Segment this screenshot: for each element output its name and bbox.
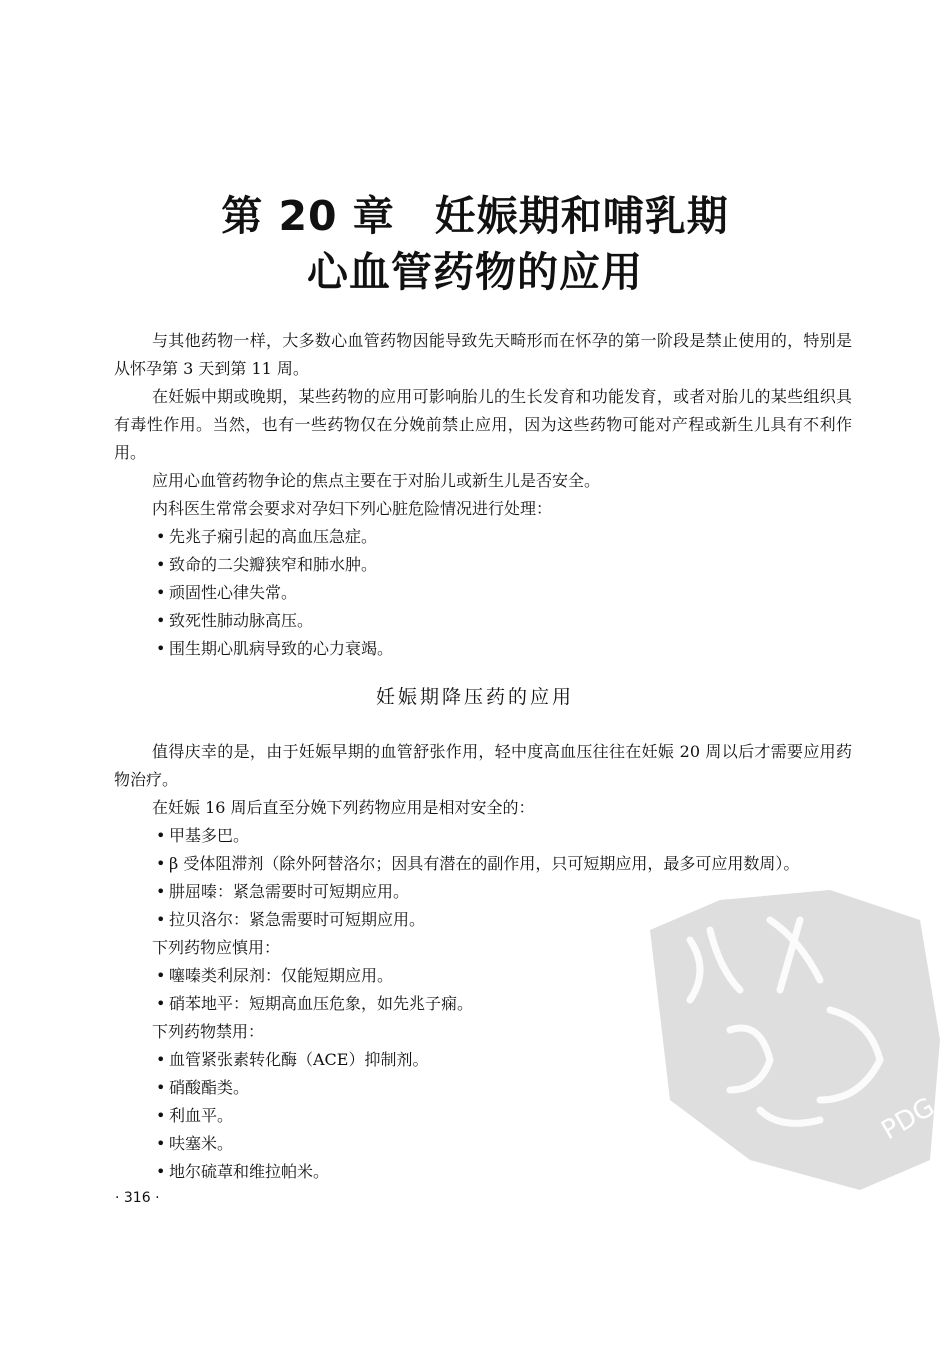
intro-paragraph: 在妊娠中期或晚期，某些药物的应用可影响胎儿的生长发育和功能发育，或者对胎儿的某些组织具有毒性作用。当然，也有一些药物仅在分娩前禁止应用，因为这些药物可能对产程或新生儿具有不利作用。 [114,387,852,462]
intro-paragraph: 与其他药物一样，大多数心血管药物因能导致先天畸形而在怀孕的第一阶段是禁止使用的，特别是从怀孕第 3 天到第 11 周。 [114,331,852,378]
chapter-title [0,188,950,300]
section-heading: 妊娠期降压药的应用 [375,686,574,708]
intro-paragraph: 应用心血管药物争论的焦点主要在于对胎儿或新生儿是否安全。 [152,471,601,490]
safe-intro: 在妊娠 16 周后直至分娩下列药物应用是相对安全的： [152,798,535,817]
list-item: • 致死性肺动脉高压。 [114,607,852,635]
caution-intro: 下列药物应慎用： [152,938,281,957]
intro-paragraph: 内科医生常常会要求对孕妇下列心脏危险情况进行处理： [152,499,553,518]
list-item: • 致命的二尖瓣狭窄和肺水肿。 [114,551,852,579]
svg-text:PDG: PDG [876,1092,940,1147]
section-paragraph: 值得庆幸的是，由于妊娠早期的血管舒张作用，轻中度高血压往往在妊娠 20 周以后才需要应用药物治疗。 [114,742,852,789]
list-item: • 先兆子痫引起的高血压急症。 [114,523,852,551]
chapter-number: 第 20 章 [221,192,395,240]
list-item: • 血管紧张素转化酶（ACE）抑制剂。 [114,1046,852,1074]
list-item: • 顽固性心律失常。 [114,579,852,607]
list-item: • 噻嗪类利尿剂：仅能短期应用。 [114,962,852,990]
list-item: • 围生期心肌病导致的心力衰竭。 [114,635,852,663]
banned-intro: 下列药物禁用： [152,1022,265,1041]
list-item: • 硝酸酯类。 [114,1074,852,1102]
list-item: • 拉贝洛尔：紧急需要时可短期应用。 [114,906,852,934]
chapter-title-line2: 心血管药物的应用 [307,248,643,296]
list-item: • 甲基多巴。 [114,822,852,850]
list-item: • 利血平。 [114,1102,852,1130]
list-item: • 硝苯地平：短期高血压危象，如先兆子痫。 [114,990,852,1018]
page-number: · 316 · [115,1190,160,1206]
seal-watermark [630,860,950,1200]
list-item: • 呋塞米。 [114,1130,852,1158]
list-item: • β 受体阻滞剂（除外阿替洛尔；因具有潜在的副作用，只可短期应用，最多可应用数周）。 [114,850,852,878]
list-item: • 肼屈嗪：紧急需要时可短期应用。 [114,878,852,906]
list-item: • 地尔硫䓬和维拉帕米。 [114,1158,852,1186]
chapter-title-line1: 妊娠期和哺乳期 [434,192,729,240]
intro-section [114,327,852,663]
